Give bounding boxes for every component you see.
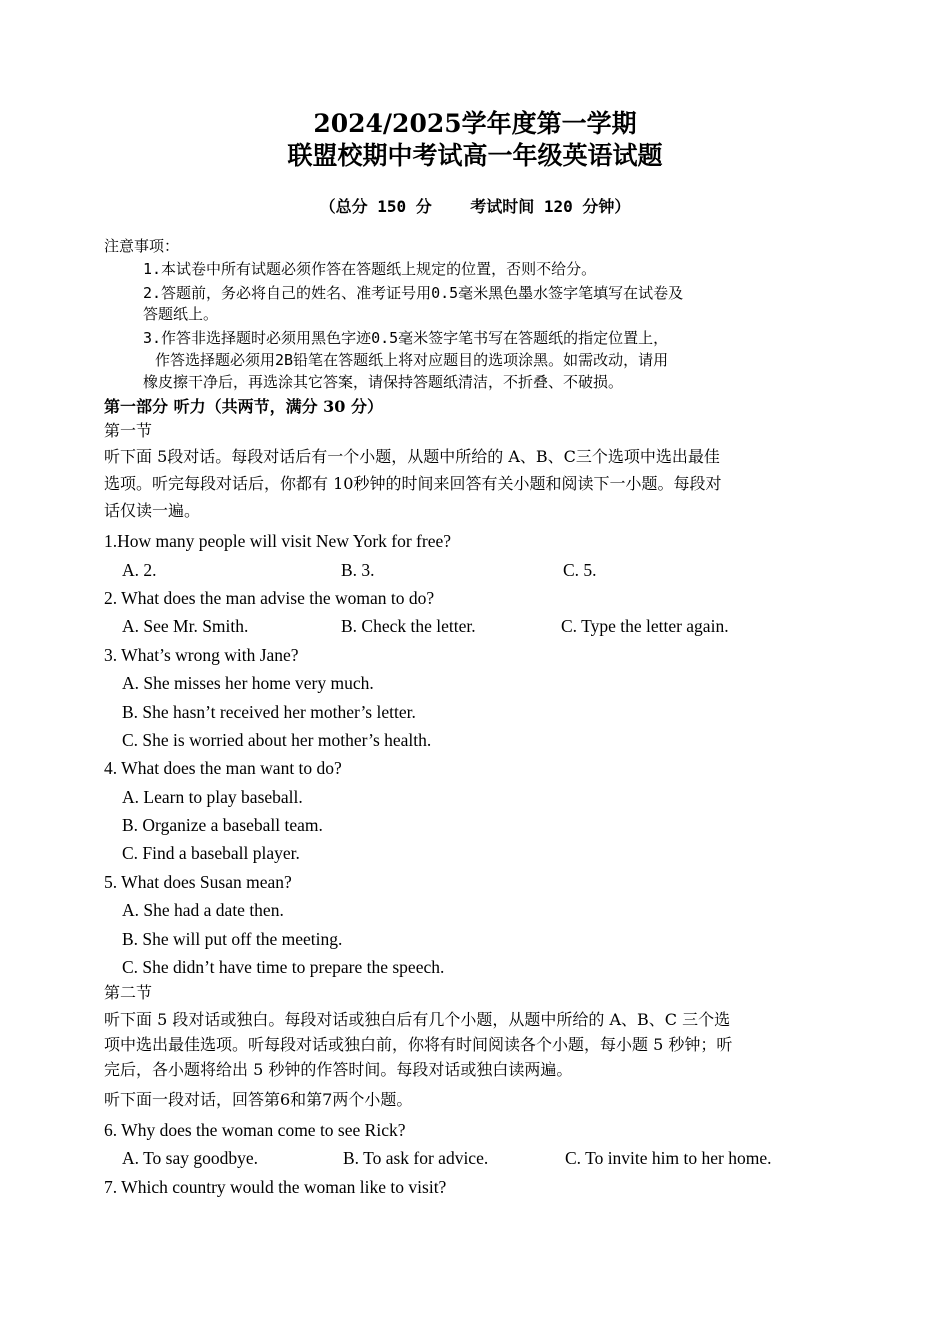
- question-3-stem: 3. What’s wrong with Jane?: [104, 645, 299, 665]
- part1-heading: 第一部分 听力（共两节，满分 30 分）: [104, 397, 383, 416]
- section2-prompt: 听下面一段对话，回答第6和第7两个小题。: [104, 1090, 413, 1109]
- notice-item-2-line2: 答题纸上。: [143, 305, 219, 323]
- question-2-option-a: A. See Mr. Smith.: [122, 616, 249, 636]
- section2-instruction-line2: 项中选出最佳选项。听每段对话或独白前，你将有时间阅读各个小题，每小题 5 秒钟；听: [104, 1035, 733, 1054]
- exam-title-line1: 2024/2025学年度第一学期: [313, 109, 637, 138]
- question-7-stem: 7. Which country would the woman like to visit?: [104, 1177, 447, 1197]
- question-6-option-c: C. To invite him to her home.: [565, 1148, 772, 1168]
- notice-item-3-line3: 橡皮擦干净后，再选涂其它答案，请保持答题纸清洁，不折叠、不破损。: [143, 373, 624, 391]
- section2-instruction-line3: 完后，各小题将给出 5 秒钟的作答时间。每段对话或独白读两遍。: [104, 1060, 573, 1079]
- section2-label: 第二节: [104, 983, 153, 1002]
- notice-item-2-line1: 2.答题前，务必将自己的姓名、准考证号用0.5毫米黑色墨水签字笔填写在试卷及: [143, 284, 684, 302]
- question-4-option-c: C. Find a baseball player.: [122, 843, 300, 863]
- question-1-option-c: C. 5.: [563, 560, 597, 580]
- question-6-option-a: A. To say goodbye.: [122, 1148, 259, 1168]
- question-1-option-a: A. 2.: [122, 560, 157, 580]
- question-6-option-b: B. To ask for advice.: [343, 1148, 489, 1168]
- notice-item-1: 1.本试卷中所有试题必须作答在答题纸上规定的位置，否则不给分。: [143, 260, 597, 278]
- question-2-option-c: C. Type the letter again.: [561, 616, 729, 636]
- question-6-stem: 6. Why does the woman come to see Rick?: [104, 1120, 406, 1140]
- question-5-option-a: A. She had a date then.: [122, 900, 284, 920]
- notice-item-3-line2: 作答选择题必须用2B铅笔在答题纸上将对应题目的选项涂黑。如需改动，请用: [155, 351, 669, 369]
- section1-label: 第一节: [104, 421, 153, 440]
- question-4-option-b: B. Organize a baseball team.: [122, 815, 323, 835]
- question-3-option-b: B. She hasn’t received her mother’s letter.: [122, 702, 416, 722]
- section1-instruction-line1: 听下面 5段对话。每段对话后有一个小题，从题中所给的 A、B、C三个选项中选出最佳: [104, 447, 720, 466]
- section1-instruction-line3: 话仅读一遍。: [104, 501, 201, 520]
- question-4-option-a: A. Learn to play baseball.: [122, 787, 303, 807]
- exam-title-line2: 联盟校期中考试高一年级英语试题: [287, 141, 663, 170]
- question-1-option-b: B. 3.: [341, 560, 375, 580]
- question-1-stem: 1.How many people will visit New York for free?: [104, 531, 452, 551]
- question-4-stem: 4. What does the man want to do?: [104, 758, 342, 778]
- section2-instruction-line1: 听下面 5 段对话或独白。每段对话或独白后有几个小题，从题中所给的 A、B、C 三个选: [104, 1010, 731, 1029]
- question-5-stem: 5. What does Susan mean?: [104, 872, 292, 892]
- notice-heading: 注意事项：: [104, 237, 180, 255]
- notice-item-3-line1: 3.作答非选择题时必须用黑色字迹0.5毫米签字笔书写在答题纸的指定位置上，: [143, 329, 669, 347]
- question-5-option-c: C. She didn’t have time to prepare the speech.: [122, 957, 445, 977]
- exam-subtitle: （总分 150 分 考试时间 120 分钟）: [319, 197, 631, 216]
- question-2-stem: 2. What does the man advise the woman to do?: [104, 588, 435, 608]
- question-5-option-b: B. She will put off the meeting.: [122, 929, 343, 949]
- question-3-option-c: C. She is worried about her mother’s health.: [122, 730, 432, 750]
- section1-instruction-line2: 选项。听完每段对话后，你都有 10秒钟的时间来回答有关小题和阅读下一小题。每段对: [104, 474, 722, 493]
- question-3-option-a: A. She misses her home very much.: [122, 673, 374, 693]
- question-2-option-b: B. Check the letter.: [341, 616, 476, 636]
